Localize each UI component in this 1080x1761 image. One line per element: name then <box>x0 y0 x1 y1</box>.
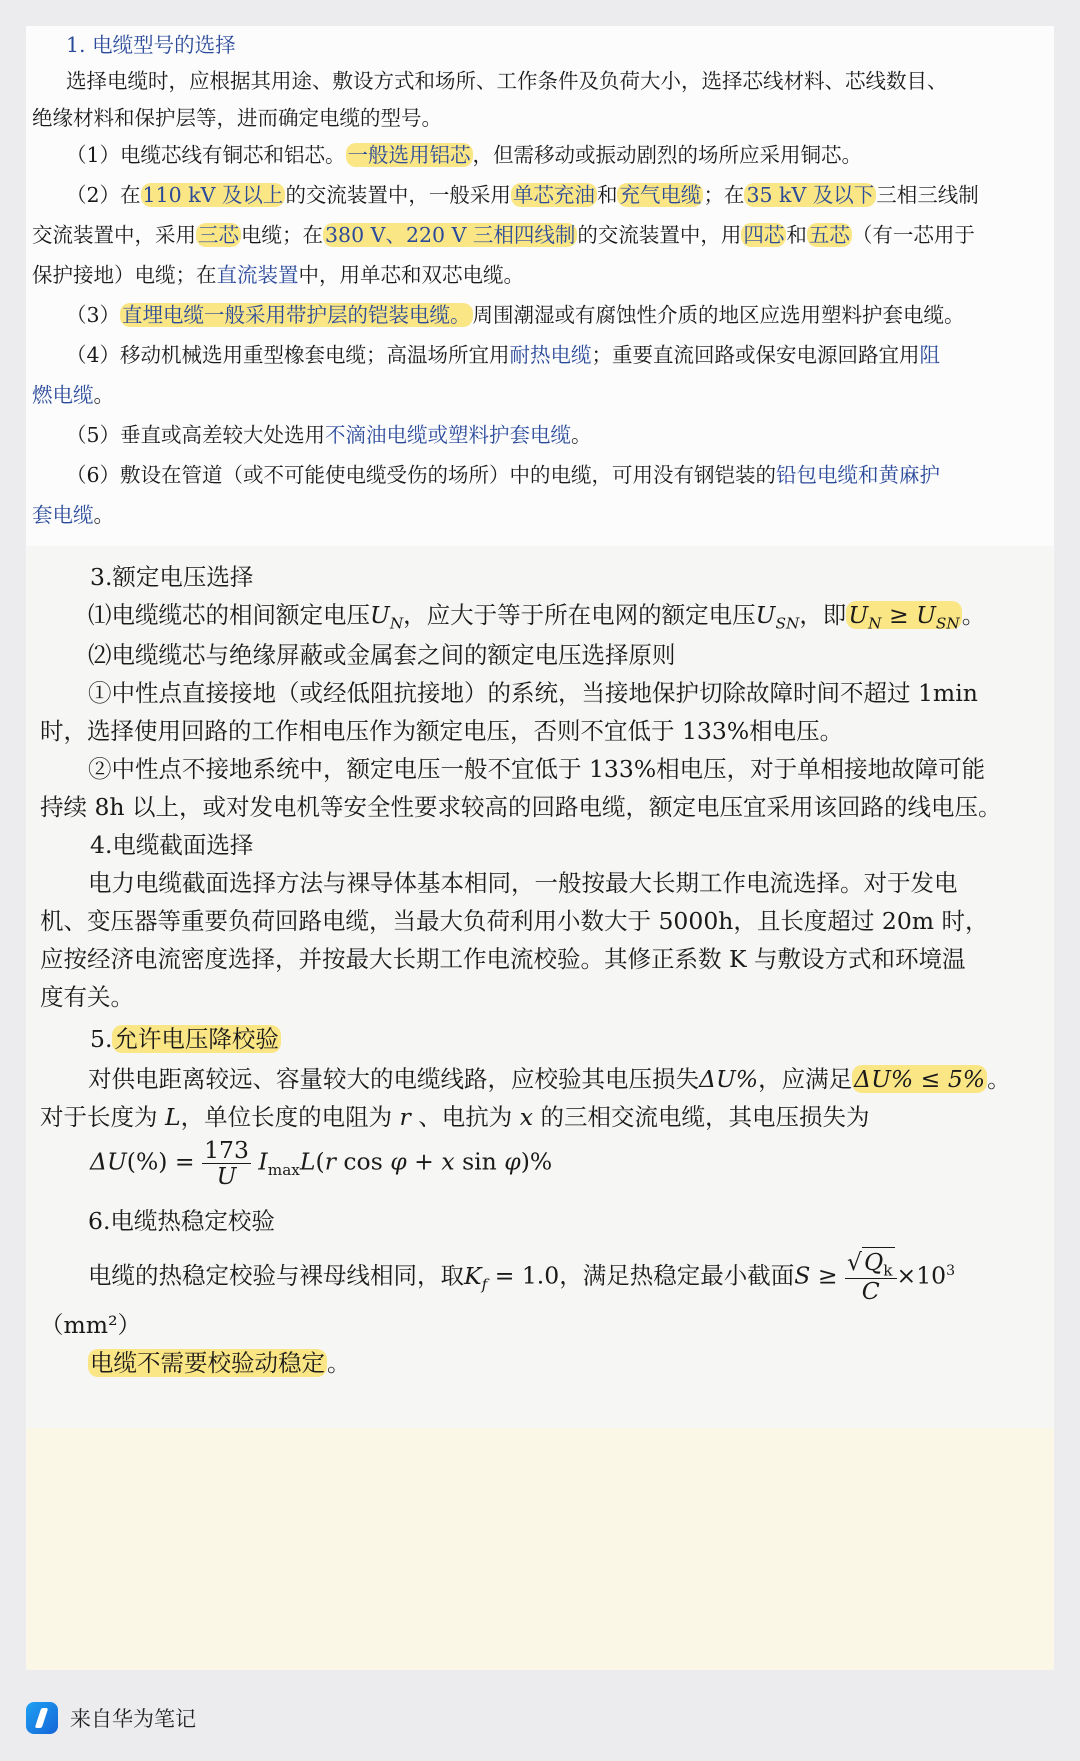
text: （5）垂直或高差较大处选用 <box>66 423 326 447</box>
formula-s: S <box>794 1261 811 1290</box>
text: （4）移动机械选用重型橡套电缆；高温场所宜用 <box>66 343 510 367</box>
text: 中，用单芯和双芯电缆。 <box>298 263 524 287</box>
rule-4-line-2: 持续 8h 以上，或对发电机等安全性要求较高的回路电缆，额定电压宜采用该回路的线电压。 <box>40 793 1002 821</box>
text: 、电抗为 <box>418 1103 513 1131</box>
cross-section-line-2: 机、变压器等重要负荷回路电缆，当最大负荷利用小数大于 5000h，且长度超过 20m 时， <box>40 907 989 935</box>
text: 的三相交流电缆，其电压损失为 <box>540 1103 870 1131</box>
item-5 <box>66 418 592 448</box>
item-1 <box>66 138 862 168</box>
text: ⑴电缆缆芯的相间额定电压 <box>88 601 370 629</box>
item-3 <box>66 298 965 328</box>
item-2-line-1 <box>66 178 979 208</box>
formula-usn: $U_{SN}$ <box>755 601 800 633</box>
text: 。 <box>961 601 986 629</box>
text: （6）敷设在管道（或不可能使电缆受伤的场所）中的电缆，可用没有钢铠装的 <box>66 463 777 487</box>
rule-3-line-2: 时，选择使用回路的工作相电压作为额定电压，否则不宜低于 133%相电压。 <box>40 717 844 745</box>
text: ，满足热稳定最小截面 <box>559 1261 795 1290</box>
text: 的交流装置中，一般采用 <box>285 183 511 207</box>
blue-text: 套电缆 <box>32 503 94 527</box>
item-4-line-2 <box>32 378 114 408</box>
text: ，单位长度的电阻为 <box>180 1103 393 1131</box>
thermal-line-1: 电缆的热稳定校验与裸母线相同，取$K_f = 1.0$，满足热稳定最小截面S ≥ $\frac{√Q_k}{C}$ $\times 10^3$ <box>88 1248 956 1306</box>
formula-fraction: $\frac{√Q_k}{C}$ <box>845 1250 897 1304</box>
text: 和 <box>786 223 807 247</box>
blue-text: 耐热电缆 <box>509 343 592 367</box>
text: 对于长度为 <box>40 1103 158 1131</box>
note-card <box>26 26 1054 1670</box>
item-6-line-2 <box>32 498 114 528</box>
text: 。 <box>987 1065 1011 1093</box>
highlight: 一般选用铝芯 <box>347 143 471 167</box>
voltage-drop-line-2 <box>40 1098 869 1132</box>
symbol-x: x <box>512 1103 541 1131</box>
symbol-l: L <box>157 1103 181 1131</box>
text: （1）电缆芯线有铜芯和铝芯。 <box>66 143 346 167</box>
heading-thermal: 6.电缆热稳定校验 <box>88 1207 275 1235</box>
text: ；在 <box>703 183 745 207</box>
formula-kf: $K_f$ <box>464 1261 488 1293</box>
highlight: 电缆不需要校验动稳定 <box>90 1349 325 1377</box>
formula-condition: ΔU% ≤ 5% <box>854 1065 986 1093</box>
cable-check-section <box>26 546 1054 1428</box>
cable-type-section <box>26 26 1054 546</box>
blue-text: 燃电缆 <box>32 383 94 407</box>
highlight: 直埋电缆一般采用带护层的铠装电缆。 <box>122 303 471 327</box>
blue-text: 铅包电缆和黄麻护 <box>776 463 941 487</box>
heading-cross-section: 4.电缆截面选择 <box>90 831 254 859</box>
text: ；重要直流回路或保安电源回路宜用 <box>591 343 920 367</box>
item-6-line-1 <box>66 458 940 488</box>
text: ，应大于等于所在电网的额定电压 <box>403 601 756 629</box>
thermal-unit: （mm²） <box>40 1311 141 1339</box>
text: 的交流装置中，用 <box>577 223 742 247</box>
text: 。 <box>327 1349 351 1377</box>
source-label: 来自华为笔记 <box>70 1707 196 1731</box>
intro-line-1: 选择电缆时，应根据其用途、敷设方式和场所、工作条件及负荷大小，选择芯线材料、芯线数目、 <box>66 69 948 93</box>
formula: ΔU% <box>699 1065 759 1093</box>
text: 周围潮湿或有腐蚀性介质的地区应选用塑料护套电缆。 <box>472 303 965 327</box>
text: 5. <box>90 1025 113 1053</box>
highlight: 四芯 <box>743 223 785 247</box>
intro-line-2: 绝缘材料和保护层等，进而确定电缆的型号。 <box>32 106 442 130</box>
text: 对供电距离较远、容量较大的电缆线路，应校验其电压损失 <box>88 1065 699 1093</box>
rule-2: ⑵电缆缆芯与绝缘屏蔽或金属套之间的额定电压选择原则 <box>88 641 676 669</box>
heading-voltage-drop <box>90 1020 281 1054</box>
cross-section-line-1: 电力电缆截面选择方法与裸导体基本相同，一般按最大长期工作电流选择。对于发电 <box>88 869 958 897</box>
text: 和 <box>596 183 618 207</box>
cross-section-line-4: 度有关。 <box>40 983 134 1011</box>
text: ，应满足 <box>758 1065 853 1093</box>
voltage-drop-formula: ΔU(%) = $\frac{173}{U}$ $I_{max}L(r$ cos φ + x sin φ)% <box>90 1136 553 1190</box>
rule-1 <box>88 596 985 632</box>
source-footer[interactable] <box>26 1700 196 1736</box>
highlight: 允许电压降校验 <box>114 1025 279 1053</box>
text: 三相三线制 <box>876 183 979 207</box>
highlight: 单芯充油 <box>512 183 595 207</box>
text: （2）在 <box>66 183 141 207</box>
blue-text: 阻 <box>919 343 941 367</box>
text: ，但需移动或振动剧烈的场所应采用铜芯。 <box>472 143 863 167</box>
text: 。 <box>93 383 114 407</box>
item-2-line-2 <box>32 218 975 248</box>
highlight: 五芯 <box>808 223 850 247</box>
text: 交流装置中，采用 <box>32 223 196 247</box>
item-2-line-3 <box>32 258 524 288</box>
section-title: 1. 电缆型号的选择 <box>66 33 236 57</box>
highlight: 三芯 <box>198 223 239 247</box>
formula-un: $U_N$ <box>370 601 404 633</box>
blue-text: 不滴油电缆或塑料护套电缆 <box>325 423 572 447</box>
voltage-drop-line-1 <box>88 1060 1011 1094</box>
symbol-r: r <box>392 1103 419 1131</box>
text: 。 <box>571 423 592 447</box>
text: （有一芯用于 <box>851 223 975 247</box>
thermal-conclusion <box>88 1344 351 1378</box>
text: 。 <box>93 503 114 527</box>
highlight: 110 kV 及以上 <box>142 183 284 207</box>
text: （3） <box>66 303 121 327</box>
highlight: 35 kV 及以下 <box>746 183 875 207</box>
text: ，即 <box>799 601 847 629</box>
huawei-notes-icon <box>26 1702 58 1734</box>
item-4-line-1 <box>66 338 940 368</box>
cross-section-line-3: 应按经济电流密度选择，并按最大长期工作电流校验。其修正系数 K 与敷设方式和环境温 <box>40 945 966 973</box>
heading-voltage: 3.额定电压选择 <box>90 563 254 591</box>
rule-4-line-1: ②中性点不接地系统中，额定电压一般不宜低于 133%相电压，对于单相接地故障可能 <box>88 755 986 783</box>
text: 电缆；在 <box>241 223 323 247</box>
highlight: 380 V、220 V 三相四线制 <box>325 223 576 247</box>
text: 保护接地）电缆；在 <box>32 263 217 287</box>
blue-text: 直流装置 <box>216 263 299 287</box>
rule-3-line-1: ①中性点直接接地（或经低阻抗接地）的系统，当接地保护切除故障时间不超过 1min <box>88 679 978 707</box>
highlight: 充气电缆 <box>619 183 702 207</box>
text: 电缆的热稳定校验与裸母线相同，取 <box>88 1261 464 1290</box>
formula-condition: $U_N \ge U_{SN}$ <box>848 601 960 633</box>
